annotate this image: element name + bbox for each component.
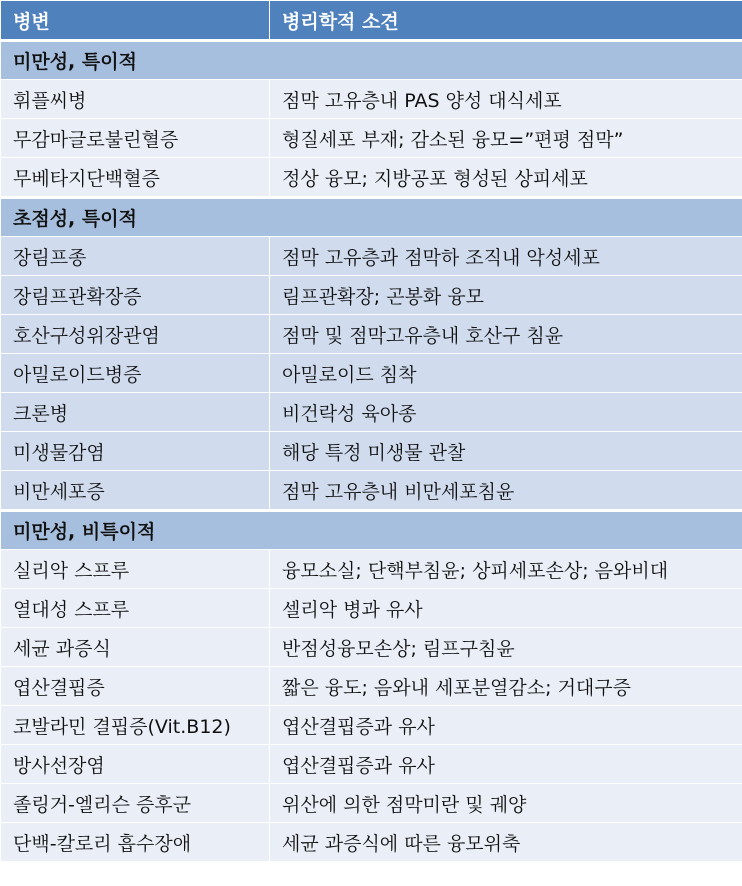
lesion-cell: 호산구성위장관염 bbox=[1, 315, 270, 354]
lesion-cell: 무베타지단백혈증 bbox=[1, 158, 270, 198]
header-finding: 병리학적 소견 bbox=[270, 1, 742, 41]
section-row bbox=[1, 41, 742, 80]
section-title: 초점성, 특이적 bbox=[1, 198, 742, 237]
section-title: 미만성, 비특이적 bbox=[1, 511, 742, 550]
finding-cell: 해당 특정 미생물 관찰 bbox=[270, 432, 742, 471]
table-row bbox=[1, 550, 742, 589]
table-row bbox=[1, 315, 742, 354]
finding-cell: 위산에 의한 점막미란 및 궤양 bbox=[270, 784, 742, 823]
table-row bbox=[1, 158, 742, 198]
lesion-cell: 졸링거-엘리슨 증후군 bbox=[1, 784, 270, 823]
lesion-cell: 엽산결핍증 bbox=[1, 667, 270, 706]
table-row bbox=[1, 589, 742, 628]
table-row bbox=[1, 471, 742, 511]
finding-cell: 세균 과증식에 따른 융모위축 bbox=[270, 823, 742, 862]
finding-cell: 점막 고유층과 점막하 조직내 악성세포 bbox=[270, 237, 742, 276]
finding-cell: 점막 고유층내 PAS 양성 대식세포 bbox=[270, 80, 742, 119]
section-row bbox=[1, 511, 742, 550]
table-row bbox=[1, 393, 742, 432]
finding-cell: 엽산결핍증과 유사 bbox=[270, 706, 742, 745]
finding-cell: 형질세포 부재; 감소된 융모=”편평 점막” bbox=[270, 119, 742, 158]
finding-cell: 점막 및 점막고유층내 호산구 침윤 bbox=[270, 315, 742, 354]
table-row bbox=[1, 119, 742, 158]
table-row bbox=[1, 237, 742, 276]
table-row bbox=[1, 784, 742, 823]
finding-cell: 점막 고유층내 비만세포침윤 bbox=[270, 471, 742, 511]
lesion-cell: 단백-칼로리 흡수장애 bbox=[1, 823, 270, 862]
header-row bbox=[1, 1, 742, 41]
finding-cell: 짧은 융도; 음와내 세포분열감소; 거대구증 bbox=[270, 667, 742, 706]
table-row bbox=[1, 706, 742, 745]
lesion-cell: 크론병 bbox=[1, 393, 270, 432]
lesion-cell: 미생물감염 bbox=[1, 432, 270, 471]
finding-cell: 셀리악 병과 유사 bbox=[270, 589, 742, 628]
lesion-cell: 아밀로이드병증 bbox=[1, 354, 270, 393]
table-row bbox=[1, 823, 742, 862]
lesion-cell: 코발라민 결핍증(Vit.B12) bbox=[1, 706, 270, 745]
finding-cell: 융모소실; 단핵부침윤; 상피세포손상; 음와비대 bbox=[270, 550, 742, 589]
lesion-cell: 장림프관확장증 bbox=[1, 276, 270, 315]
lesion-cell: 실리악 스프루 bbox=[1, 550, 270, 589]
header-lesion: 병변 bbox=[1, 1, 270, 41]
table-row bbox=[1, 354, 742, 393]
section-title: 미만성, 특이적 bbox=[1, 41, 742, 80]
lesion-cell: 비만세포증 bbox=[1, 471, 270, 511]
table-row bbox=[1, 276, 742, 315]
table-row bbox=[1, 80, 742, 119]
lesion-cell: 장림프종 bbox=[1, 237, 270, 276]
lesion-cell: 휘플씨병 bbox=[1, 80, 270, 119]
lesion-cell: 세균 과증식 bbox=[1, 628, 270, 667]
lesion-cell: 방사선장염 bbox=[1, 745, 270, 784]
finding-cell: 정상 융모; 지방공포 형성된 상피세포 bbox=[270, 158, 742, 198]
finding-cell: 아밀로이드 침착 bbox=[270, 354, 742, 393]
section-row bbox=[1, 198, 742, 237]
table-row bbox=[1, 432, 742, 471]
lesion-cell: 무감마글로불린혈증 bbox=[1, 119, 270, 158]
finding-cell: 엽산결핍증과 유사 bbox=[270, 745, 742, 784]
table-row bbox=[1, 667, 742, 706]
finding-cell: 반점성융모손상; 림프구침윤 bbox=[270, 628, 742, 667]
table-row bbox=[1, 628, 742, 667]
table-row bbox=[1, 745, 742, 784]
finding-cell: 림프관확장; 곤봉화 융모 bbox=[270, 276, 742, 315]
lesion-cell: 열대성 스프루 bbox=[1, 589, 270, 628]
finding-cell: 비건락성 육아종 bbox=[270, 393, 742, 432]
